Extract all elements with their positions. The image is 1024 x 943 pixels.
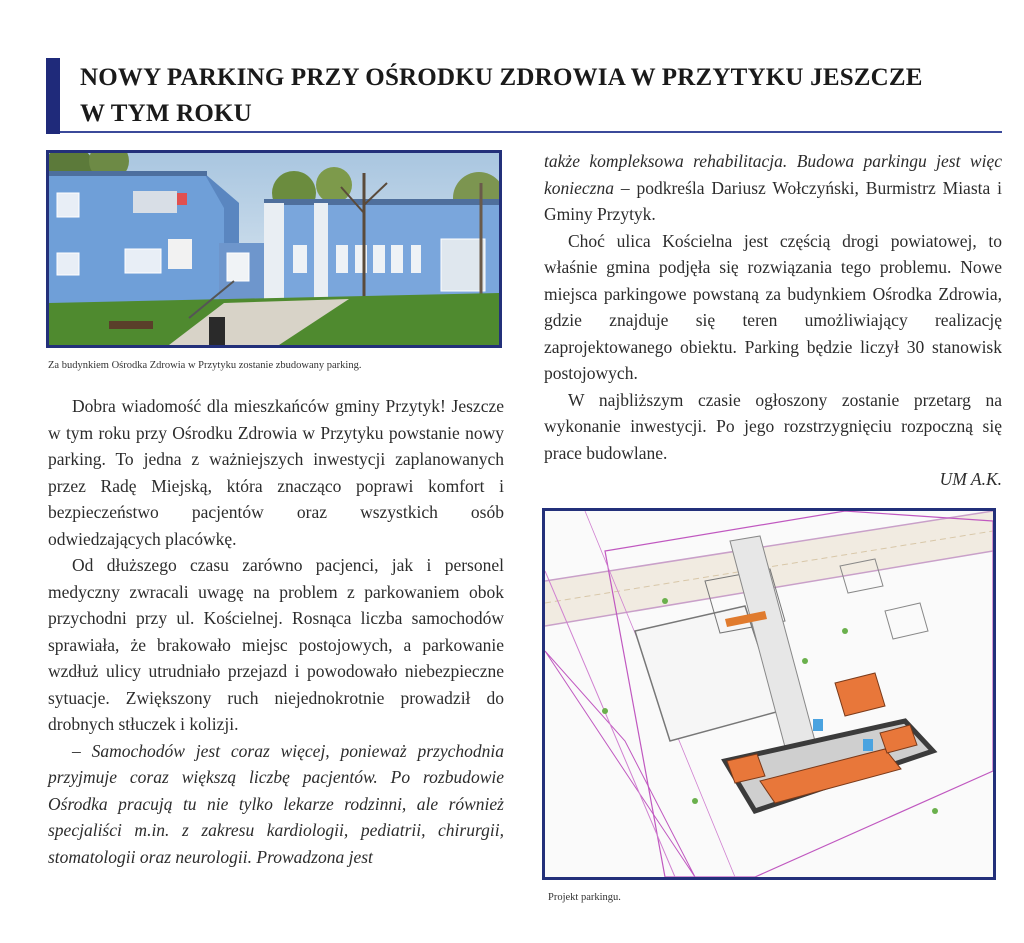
left-column [48,393,504,870]
article-headline [80,60,980,132]
health-centre-illustration [49,153,499,345]
paragraph-quote-continued [544,148,1002,228]
quote-continuation: także kompleksowa rehabilitacja. Budowa parkingu jest więc konieczna [544,151,1002,198]
author-signature: UM A.K. [939,469,1002,489]
parking-plan-illustration [545,511,993,877]
paragraph-quote: – Samochodów jest coraz więcej, ponieważ przychodnia przyjmuje coraz większą liczbę pacjentów. Po rozbudowie Ośrodka pracują tu nie tylko lekarze rodzinni, ale również specjaliści m.in. z zakresu kardiologii, pediatrii, chirurgii, stomatologii oraz neurologii. Prowadzona jest [48,740,504,867]
headline-rule [60,131,1002,133]
parking-plan-image [542,508,996,880]
quote-attribution: – podkreśla Dariusz Wołczyński, Burmistrz Miasta i Gminy Przytyk. [544,177,1002,224]
photo-caption: Za budynkiem Ośrodka Zdrowia w Przytyku zostanie zbudowany parking. [48,360,362,371]
paragraph-intro: Dobra wiadomość dla mieszkańców gminy Przytyk! Jeszcze w tym roku przy Ośrodku Zdrowia w Przytyku powstanie nowy parking. To jedna z ważniejszych inwestycji zaplanowanych przez Radę Miejską, która znacząco poprawi komfort i bezpieczeństwo pacjentów oraz wszystkich osób odwiedzających placówkę. [48,396,504,549]
paragraph-problem: Od dłuższego czasu zarówno pacjenci, jak i personel medyczny zwracali uwagę na problem z parkowaniem obok przychodni przy ul. Kościelnej. Rosnąca liczba samochodów sprawiała, że brakowało miejsc postojowych, a parkowanie wzdłuż ulicy utrudniało przejazd i powodowało niebezpieczne sytuacje. Zwiększony ruch niejednokrotnie prowadził do drobnych stłuczek i kolizji. [48,555,504,734]
headline-accent-bar [46,58,60,134]
headline-line-2: W TYM ROKU [80,100,252,127]
paragraph-location: Choć ulica Kościelna jest częścią drogi powiatowej, to właśnie gmina podjęła się rozwiązania tego problemu. Nowe miejsca parkingowe powstaną za budynkiem Ośrodka Zdrowia, gdzie znajduje się teren umożliwiający realizację zaprojektowanego obiektu. Parking będzie liczył 30 stanowisk postojowych. [544,230,1002,383]
health-centre-photo [46,150,502,348]
headline-line-1: NOWY PARKING PRZY OŚRODKU ZDROWIA W PRZYTYKU JESZCZE [80,64,923,91]
right-column [544,148,1002,493]
paragraph-tender: W najbliższym czasie ogłoszony zostanie przetarg na wykonanie inwestycji. Po jego rozstrzygnięciu rozpoczną się prace budowlane. [544,389,1002,463]
plan-caption: Projekt parkingu. [548,892,621,903]
